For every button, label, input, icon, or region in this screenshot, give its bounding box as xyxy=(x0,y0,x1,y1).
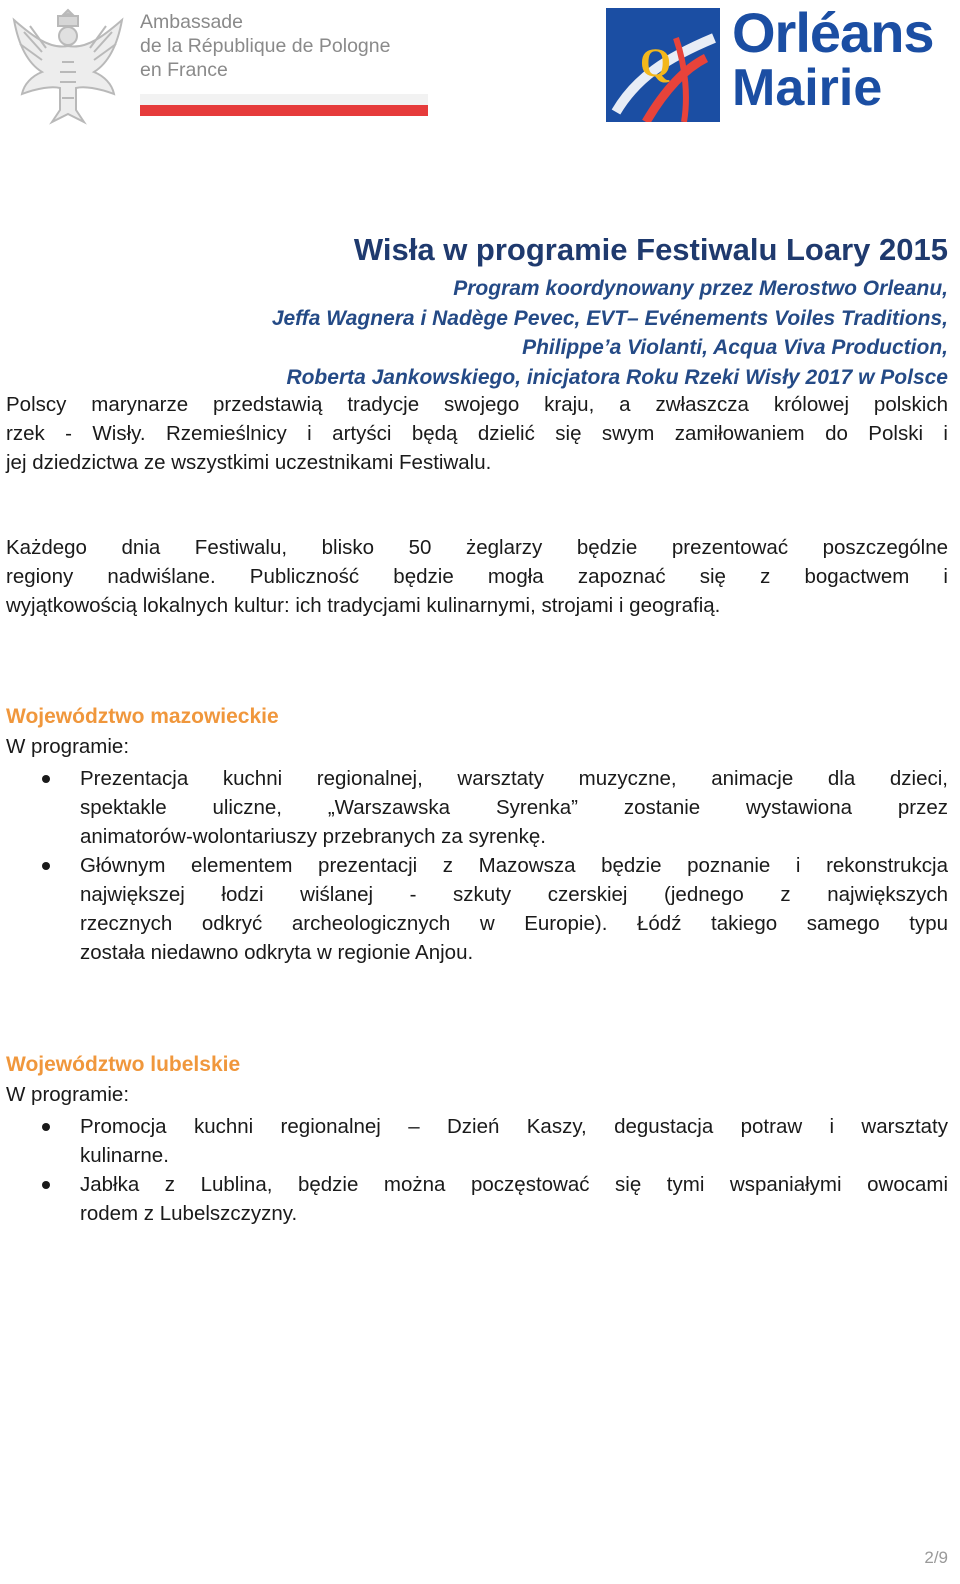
text-line: jej dziedzictwa ze wszystkimi uczestnikami Festiwalu. xyxy=(6,451,492,474)
program-list-mazowieckie xyxy=(6,764,948,967)
polish-eagle-emblem-icon xyxy=(8,2,128,128)
list-item xyxy=(6,1112,948,1170)
embassy-logo xyxy=(8,2,428,130)
text-line: Promocja kuchni regionalnej – Dzień Kaszy, degustacja potraw i warsztaty xyxy=(80,1115,948,1138)
text-line: rzek - Wisły. Rzemieślnicy i artyści będą dzielić się swym zamiłowaniem do Polski i xyxy=(6,422,948,445)
text-line: Prezentacja kuchni regionalnej, warsztaty muzyczne, animacje dla dzieci, xyxy=(80,767,948,790)
text-line: Jabłka z Lublina, będzie można poczęstować się tymi wspaniałymi owocami xyxy=(80,1173,948,1196)
embassy-line: Ambassade xyxy=(140,11,243,33)
subtitle-line: Roberta Jankowskiego, inicjatora Roku Rzeki Wisły 2017 w Polsce xyxy=(286,365,948,389)
polish-flag-bar xyxy=(140,94,428,116)
bullet-icon xyxy=(42,1181,50,1189)
text-line: Głównym elementem prezentacji z Mazowsza będzie poznanie i rekonstrukcja xyxy=(80,854,948,877)
embassy-line: de la République de Pologne xyxy=(140,35,391,57)
svg-text:Q: Q xyxy=(640,40,672,85)
text-line: największej łodzi wiślanej - szkuty czerskiej (jednego z największych xyxy=(80,883,948,906)
page-number: 2/9 xyxy=(924,1548,948,1567)
section-heading-mazowieckie: Województwo mazowieckie xyxy=(6,705,279,728)
subtitle-line: Program koordynowany przez Merostwo Orleanu, xyxy=(453,277,948,300)
bullet-icon xyxy=(42,1123,50,1131)
program-label: W programie: xyxy=(6,735,130,758)
text-line: regiony nadwiślane. Publiczność będzie mogła zapoznać się z bogactwem i xyxy=(6,565,948,588)
text-line: animatorów-wolontariuszy przebranych za syrenkę. xyxy=(80,825,547,848)
orleans-city-name: Orléans xyxy=(732,1,934,64)
text-line: Polscy marynarze przedstawią tradycje swojego kraju, a zwłaszcza królowej polskich xyxy=(6,393,948,416)
list-item xyxy=(6,1170,948,1228)
orleans-mairie-logo xyxy=(606,1,952,122)
subtitle-line: Jeffa Wagnera i Nadège Pevec, EVT– Evénements Voiles Traditions, xyxy=(271,306,948,330)
text-line: rodem z Lubelszczyzny. xyxy=(80,1202,298,1225)
text-line: spektakle uliczne, „Warszawska Syrenka” zostanie wystawiona przez xyxy=(80,796,948,819)
section-heading-lubelskie: Województwo lubelskie xyxy=(6,1053,241,1076)
festival-paragraph xyxy=(6,533,948,620)
list-item xyxy=(6,851,948,967)
text-line: wyjątkowością lokalnych kultur: ich tradycjami kulinarnymi, strojami i geografią. xyxy=(6,594,721,617)
subtitle-block xyxy=(272,274,948,392)
page-title: Wisła w programie Festiwalu Loary 2015 xyxy=(353,232,948,267)
bullet-icon xyxy=(42,775,50,783)
text-line: Każdego dnia Festiwalu, blisko 50 żeglarzy będzie prezentować poszczególne xyxy=(6,536,948,559)
text-line: rzecznych odkryć archeologicznych w Europie). Łódź takiego samego typu xyxy=(80,912,948,935)
text-line: kulinarne. xyxy=(80,1144,169,1167)
bullet-icon xyxy=(42,862,50,870)
program-label: W programie: xyxy=(6,1083,130,1106)
orleans-mairie-label: Mairie xyxy=(732,59,883,117)
embassy-line: en France xyxy=(140,59,228,81)
intro-paragraph xyxy=(6,390,948,477)
embassy-name xyxy=(140,10,390,82)
text-line: została niedawno odkryta w regionie Anjou. xyxy=(80,941,474,964)
orleans-emblem-icon xyxy=(606,8,720,122)
list-item xyxy=(6,764,948,851)
subtitle-line: Philippe’a Violanti, Acqua Viva Production, xyxy=(522,336,948,359)
program-list-lubelskie xyxy=(6,1112,948,1228)
